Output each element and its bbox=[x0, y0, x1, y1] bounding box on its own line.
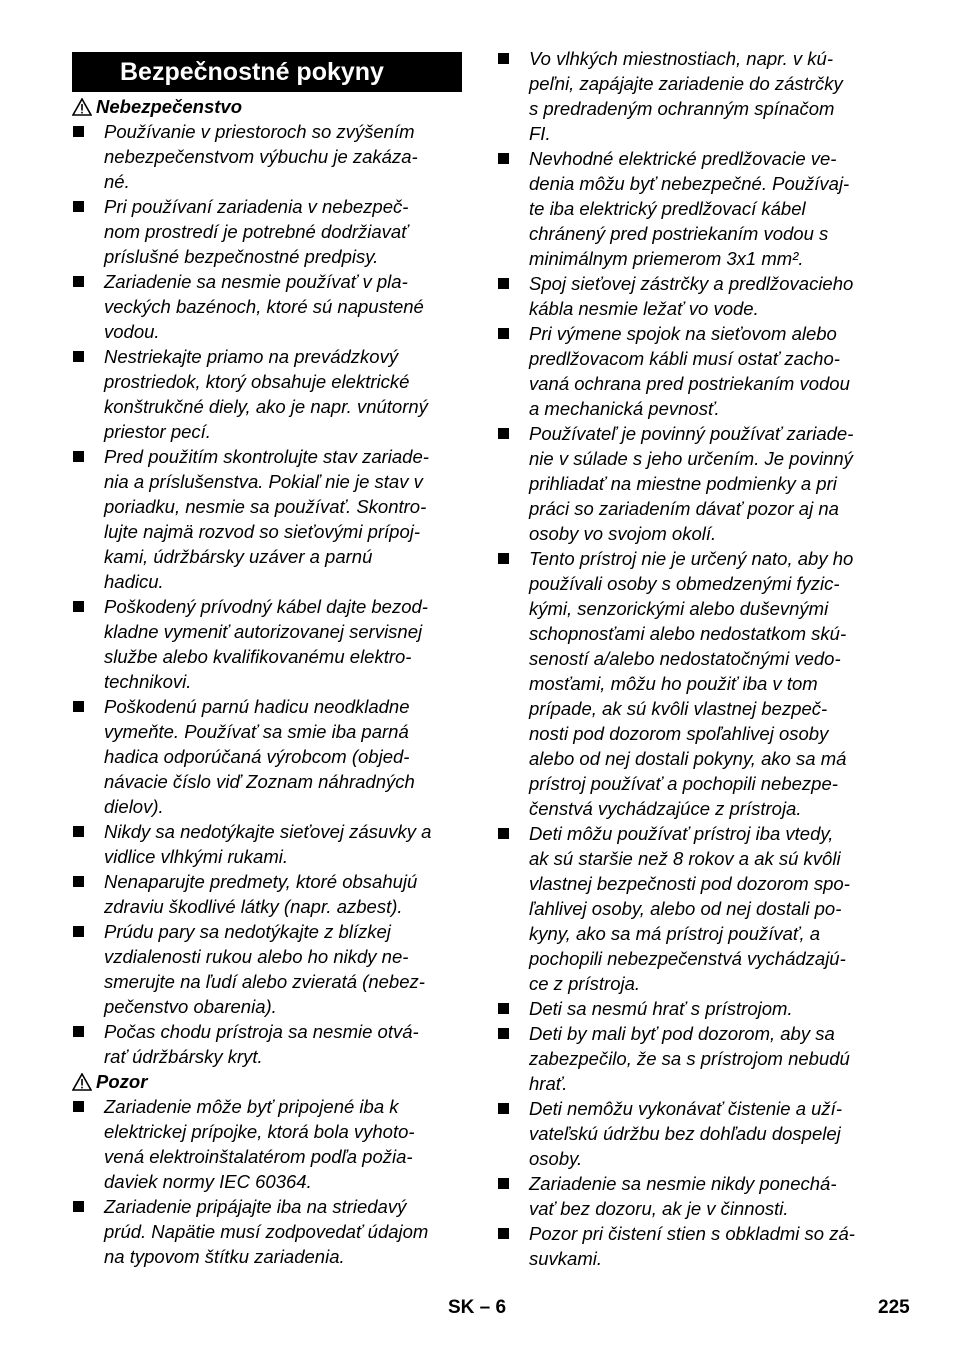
right-list bbox=[497, 46, 887, 1271]
list-item: Spoj sieťovej zástrčky a predlžovacieho kábla nesmie ležať vo vode. bbox=[497, 271, 887, 321]
bullet-square-icon bbox=[498, 1003, 509, 1014]
bullet-square-icon bbox=[498, 428, 509, 439]
list-item: Používanie v priestoroch so zvýšením nebezpečenstvom výbuchu je zakáza- né. bbox=[72, 119, 462, 194]
bullet-square-icon bbox=[73, 826, 84, 837]
list-item: Nikdy sa nedotýkajte sieťovej zásuvky a vidlice vlhkými rukami. bbox=[72, 819, 462, 869]
list-item: Nestriekajte priamo na prevádzkový prostriedok, ktorý obsahuje elektrické konštrukčné diely, ako je napr. vnútorný priestor pecí. bbox=[72, 344, 462, 444]
list-item: Prúdu pary sa nedotýkajte z blízkej vzdialenosti rukou alebo ho nikdy ne- smerujte na ľudí alebo zvieratá (nebez- pečenstvo obarenia). bbox=[72, 919, 462, 1019]
list-item: Zariadenie pripájajte iba na striedavý prúd. Napätie musí zodpovedať údajom na typovom štítku zariadenia. bbox=[72, 1194, 462, 1269]
list-item: Deti by mali byť pod dozorom, aby sa zabezpečilo, že sa s prístrojom nebudú hrať. bbox=[497, 1021, 887, 1096]
warning-triangle-icon bbox=[72, 1073, 96, 1091]
bullet-square-icon bbox=[73, 276, 84, 287]
bullet-square-icon bbox=[73, 701, 84, 712]
left-column bbox=[72, 46, 462, 1269]
caution-label: Pozor bbox=[96, 1071, 148, 1092]
list-item: Deti nemôžu vykonávať čistenie a uží- vateľskú údržbu bez dohľadu dospelej osoby. bbox=[497, 1096, 887, 1171]
section-heading: Bezpečnostné pokyny bbox=[72, 52, 462, 92]
bullet-square-icon bbox=[73, 1201, 84, 1212]
list-item: Počas chodu prístroja sa nesmie otvá- rať údržbársky kryt. bbox=[72, 1019, 462, 1069]
bullet-square-icon bbox=[498, 553, 509, 564]
bullet-square-icon bbox=[498, 328, 509, 339]
danger-label: Nebezpečenstvo bbox=[96, 96, 242, 117]
bullet-square-icon bbox=[498, 153, 509, 164]
footer-section-label: SK – 6 bbox=[448, 1297, 507, 1318]
bullet-square-icon bbox=[498, 1228, 509, 1239]
list-item: Pred použitím skontrolujte stav zariade- nia a príslušenstva. Pokiaľ nie je stav v poriadku, nesmie sa používať. Skontro- lujte najmä rozvod so sieťovými prípoj- kami, údržbársky uzáver a parnú hadicu. bbox=[72, 444, 462, 594]
list-item: Nevhodné elektrické predlžovacie ve- denia môžu byť nebezpečné. Používaj- te iba elektrický predlžovací kábel chránený pred postriekaním vodou s minimálnym priemerom 3x1 mm². bbox=[497, 146, 887, 271]
list-item: Zariadenie môže byť pripojené iba k elektrickej prípojke, ktorá bola vyhoto- vená elektroinštalatérom podľa požia- daviek normy IEC 60364. bbox=[72, 1094, 462, 1194]
caution-list bbox=[72, 1094, 462, 1269]
bullet-square-icon bbox=[498, 828, 509, 839]
bullet-square-icon bbox=[73, 1101, 84, 1112]
list-item: Nenaparujte predmety, ktoré obsahujú zdraviu škodlivé látky (napr. azbest). bbox=[72, 869, 462, 919]
bullet-square-icon bbox=[498, 1028, 509, 1039]
danger-heading bbox=[72, 94, 462, 119]
bullet-square-icon bbox=[73, 126, 84, 137]
bullet-square-icon bbox=[73, 876, 84, 887]
danger-list bbox=[72, 119, 462, 1069]
bullet-square-icon bbox=[73, 926, 84, 937]
list-item: Pozor pri čistení stien s obkladmi so zá- suvkami. bbox=[497, 1221, 887, 1271]
right-column bbox=[497, 46, 887, 1271]
list-item: Poškodenú parnú hadicu neodkladne vymeňte. Používať sa smie iba parná hadica odporúčaná výrobcom (objed- návacie číslo viď Zoznam náhradných dielov). bbox=[72, 694, 462, 819]
list-item: Pri používaní zariadenia v nebezpeč- nom prostredí je potrebné dodržiavať príslušné bezpečnostné predpisy. bbox=[72, 194, 462, 269]
warning-triangle-icon bbox=[72, 98, 96, 116]
bullet-square-icon bbox=[73, 201, 84, 212]
list-item: Zariadenie sa nesmie používať v pla- veckých bazénoch, ktoré sú napustené vodou. bbox=[72, 269, 462, 344]
list-item: Pri výmene spojok na sieťovom alebo predlžovacom kábli musí ostať zacho- vaná ochrana pred postriekaním vodou a mechanická pevnosť. bbox=[497, 321, 887, 421]
bullet-square-icon bbox=[73, 601, 84, 612]
bullet-square-icon bbox=[498, 53, 509, 64]
list-item: Používateľ je povinný používať zariade- nie v súlade s jeho určením. Je povinný prihliadať na miestne podmienky a pri práci so zariadením dávať pozor aj na osoby vo svojom okolí. bbox=[497, 421, 887, 546]
list-item: Deti sa nesmú hrať s prístrojom. bbox=[497, 996, 887, 1021]
bullet-square-icon bbox=[73, 1026, 84, 1037]
list-item: Tento prístroj nie je určený nato, aby ho používali osoby s obmedzenými fyzic- kými, senzorickými alebo duševnými schopnosťami alebo nedostatkom skú- seností a/alebo nedostatočnými vedo- mosťami, môžu ho použiť iba v tom prípade, ak sú kvôli vlastnej bezpeč- nosti pod dozorom spoľahlivej osoby alebo od nej dostali pokyny, ako sa má prístroj používať a pochopili nebezpe- čenstvá vychádzajúce z prístroja. bbox=[497, 546, 887, 821]
list-item: Deti môžu používať prístroj iba vtedy, ak sú staršie než 8 rokov a ak sú kvôli vlastnej bezpečnosti pod dozorom spo- ľahlivej osoby, alebo od nej dostali po- kyny, ako sa má prístroj používať, a pochopili nebezpečenstvá vychádzajú- ce z prístroja. bbox=[497, 821, 887, 996]
page-number: 225 bbox=[878, 1297, 910, 1318]
bullet-square-icon bbox=[73, 451, 84, 462]
bullet-square-icon bbox=[73, 351, 84, 362]
caution-heading bbox=[72, 1069, 462, 1094]
bullet-square-icon bbox=[498, 278, 509, 289]
list-item: Zariadenie sa nesmie nikdy ponechá- vať bez dozoru, ak je v činnosti. bbox=[497, 1171, 887, 1221]
bullet-square-icon bbox=[498, 1178, 509, 1189]
list-item: Vo vlhkých miestnostiach, napr. v kú- peľni, zapájajte zariadenie do zástrčky s predradeným ochranným spínačom FI. bbox=[497, 46, 887, 146]
bullet-square-icon bbox=[498, 1103, 509, 1114]
list-item: Poškodený prívodný kábel dajte bezod- kladne vymeniť autorizovanej servisnej službe alebo kvalifikovanému elektro- technikovi. bbox=[72, 594, 462, 694]
